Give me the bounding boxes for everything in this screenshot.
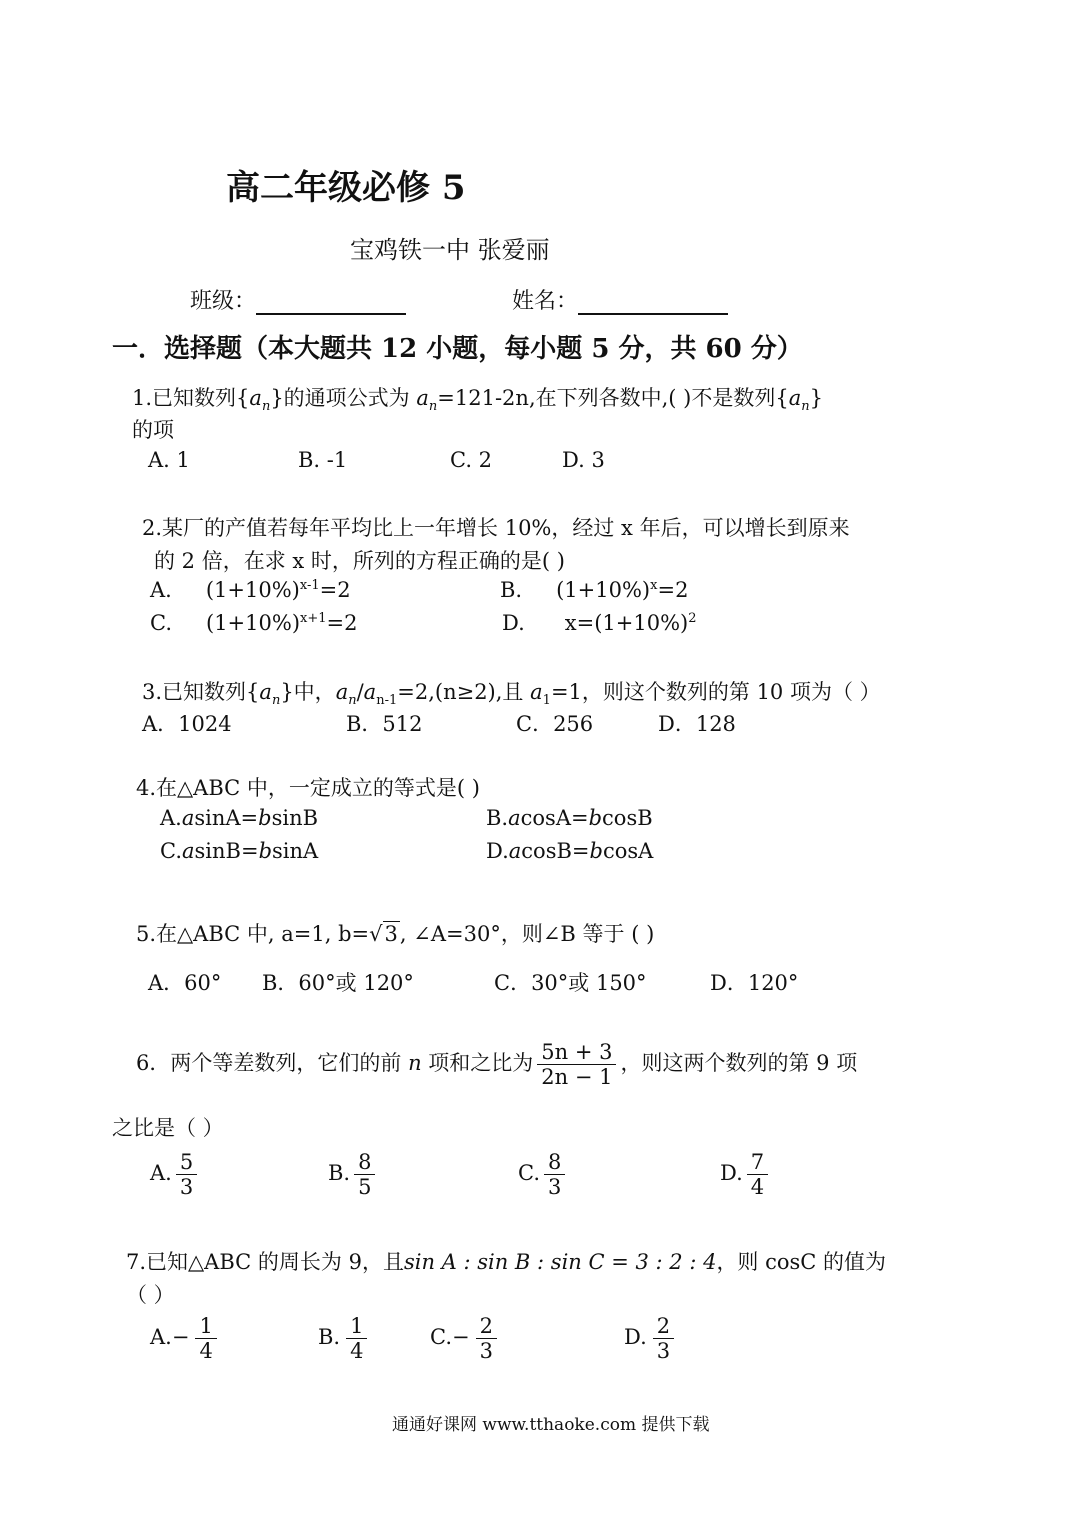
option-expr: (1+10%) — [206, 611, 301, 635]
option-tail: =2 — [657, 578, 689, 602]
sqrt-radicand: 3 — [384, 922, 398, 946]
q1-option-d[interactable]: D. 3 — [562, 448, 605, 472]
q3-part: 3.已知数列{ — [142, 680, 260, 704]
q5-part: 5.在△ABC 中, a=1, b= — [136, 922, 370, 946]
option-expr: sinB= — [194, 839, 259, 863]
name-field — [512, 284, 728, 315]
option-letter: B. — [486, 806, 509, 830]
q1-part: =121-2n,在下列各数中,( )不是数列{ — [437, 386, 789, 410]
q6-option-b[interactable] — [328, 1150, 379, 1199]
fraction-denominator: 4 — [750, 1175, 765, 1200]
option-fraction — [476, 1314, 497, 1363]
question-6-stem — [136, 1040, 857, 1089]
fraction-numerator: 5n + 3 — [537, 1040, 616, 1065]
q1-option-c[interactable]: C. 2 — [450, 448, 493, 472]
option-letter: A. — [150, 1161, 172, 1186]
q3-part: =1，则这个数列的第 10 项为（ ） — [550, 680, 881, 704]
fraction-denominator: 4 — [199, 1339, 213, 1364]
fraction-numerator: 8 — [354, 1150, 375, 1175]
page-footer: 通通好课网 www.tthaoke.com 提供下载 — [392, 1415, 710, 1435]
option-letter: A. — [150, 1325, 172, 1350]
page-title: 高二年级必修 5 — [226, 168, 466, 208]
class-blank[interactable] — [256, 291, 406, 315]
option-expr: (1+10%) — [205, 578, 300, 602]
q2-option-b[interactable] — [500, 578, 688, 602]
option-expr: sinB — [271, 806, 319, 830]
option-exponent: x-1 — [299, 578, 320, 593]
option-fraction — [346, 1314, 367, 1363]
q7-option-a[interactable] — [150, 1314, 221, 1363]
q5-option-d[interactable]: D．120° — [710, 971, 799, 995]
class-field — [190, 284, 406, 315]
q3-option-d[interactable]: D．128 — [658, 712, 736, 736]
q2-option-d[interactable] — [502, 611, 697, 635]
q1-option-b[interactable]: B. -1 — [298, 448, 348, 472]
option-expr: cosA — [602, 839, 654, 863]
fraction-numerator: 1 — [346, 1314, 367, 1339]
sqrt-expression: √3 — [369, 922, 398, 946]
option-fraction — [747, 1150, 768, 1199]
q5-option-b[interactable]: B．60°或 120° — [262, 971, 414, 995]
fraction-numerator: 2 — [476, 1314, 497, 1339]
q3-part: }中， — [280, 680, 336, 704]
fraction-denominator: 3 — [179, 1175, 194, 1200]
q1-part: 1.已知数列{ — [132, 386, 250, 410]
option-fraction — [653, 1314, 674, 1363]
question-5-stem — [136, 918, 654, 948]
fraction-numerator: 2 — [653, 1314, 674, 1339]
option-letter: D. — [486, 839, 509, 863]
option-fraction — [176, 1150, 197, 1199]
q6-stem-fraction — [537, 1040, 616, 1089]
q3-option-a[interactable]: A．1024 — [142, 712, 232, 736]
q5-part: , ∠A=30°，则∠B 等于 ( ) — [399, 922, 655, 946]
var-a: a — [181, 806, 195, 830]
q6-option-c[interactable] — [518, 1150, 569, 1199]
option-sign: − — [452, 1325, 470, 1350]
var-n: n — [408, 1051, 422, 1076]
fraction-numerator: 7 — [747, 1150, 768, 1175]
var-a: a — [508, 806, 521, 830]
option-exponent: x — [650, 578, 658, 593]
option-letter: B. — [328, 1161, 351, 1186]
option-fraction — [195, 1314, 216, 1363]
fraction-numerator: 5 — [176, 1150, 197, 1175]
section-heading: 一．选择题（本大题共 12 小题，每小题 5 分，共 60 分） — [112, 334, 803, 364]
q1-option-a[interactable]: A. 1 — [148, 448, 190, 472]
option-letter: A. — [150, 578, 172, 602]
q7-part: 7.已知△ABC 的周长为 9，且 — [126, 1250, 404, 1274]
fraction-denominator: 5 — [358, 1175, 372, 1200]
class-label: 班级： — [190, 289, 257, 314]
q3-part: =2,(n≥2),且 — [397, 680, 524, 704]
q7-option-c[interactable] — [430, 1314, 501, 1363]
option-letter: C. — [160, 839, 182, 863]
var-b: b — [589, 839, 603, 863]
option-exponent: 2 — [688, 611, 697, 626]
q7-part: ，则 cosC 的值为 — [716, 1250, 887, 1274]
option-tail: =2 — [326, 611, 358, 635]
var-b: b — [588, 806, 603, 830]
q4-option-a[interactable] — [160, 806, 318, 830]
option-letter: D. — [502, 611, 525, 635]
q6-part: 6．两个等差数列，它们的前 — [136, 1051, 402, 1076]
option-sign: − — [171, 1325, 190, 1350]
fraction-denominator: 4 — [350, 1339, 364, 1364]
fraction-numerator: 1 — [195, 1314, 216, 1339]
q1-part: }的通项公式为 — [270, 386, 410, 410]
option-letter: D. — [720, 1161, 743, 1186]
option-expr: cosB — [602, 806, 653, 830]
q5-option-c[interactable]: C．30°或 150° — [494, 971, 647, 995]
q4-option-c[interactable] — [160, 839, 318, 863]
option-expr: x=(1+10%) — [564, 611, 689, 635]
question-1-stem-line2: 的项 — [132, 418, 174, 442]
name-label: 姓名： — [512, 289, 579, 314]
option-expr: (1+10%) — [556, 578, 651, 602]
option-letter: C. — [518, 1161, 540, 1186]
option-expr: cosB= — [521, 839, 590, 863]
q3-option-b[interactable]: B．512 — [346, 712, 423, 736]
question-4-stem: 4.在△ABC 中，一定成立的等式是( ) — [136, 776, 480, 800]
q7-option-d[interactable] — [624, 1314, 678, 1363]
fraction-denominator: 3 — [656, 1339, 671, 1364]
var-b: b — [258, 806, 272, 830]
author-line: 宝鸡铁一中 张爱丽 — [350, 236, 550, 264]
question-2-stem: 2.某厂的产值若每年平均比上一年增长 10%，经过 x 年后，可以增长到原来 — [142, 516, 850, 540]
var-b: b — [258, 839, 273, 863]
name-blank[interactable] — [578, 291, 728, 315]
question-6-stem-line2: 之比是（ ） — [112, 1116, 224, 1140]
option-letter: B. — [318, 1325, 341, 1350]
option-expr: sinA — [272, 839, 319, 863]
fraction-denominator: 3 — [548, 1175, 562, 1200]
option-letter: C. — [150, 611, 172, 635]
question-2-stem-line2: 的 2 倍，在求 x 时，所列的方程正确的是( ) — [154, 549, 565, 573]
question-7-stem-line2: （ ） — [126, 1283, 175, 1307]
option-fraction — [354, 1150, 375, 1199]
option-exponent: x+1 — [300, 611, 327, 626]
question-1-stem: 1.已知数列$\{a_n\}$的通项公式为 $a_n=121-2n$,在下列各数中,( )不是数列$\{a_n\}$ — [132, 386, 823, 415]
fraction-denominator: 2n − 1 — [541, 1065, 613, 1090]
q2-option-a[interactable] — [150, 578, 351, 602]
fraction-numerator: 8 — [544, 1150, 565, 1175]
q6-option-a[interactable] — [150, 1150, 201, 1199]
var-a: a — [508, 839, 522, 863]
q2-option-c[interactable] — [150, 611, 358, 635]
fraction-denominator: 3 — [479, 1339, 493, 1364]
q7-ratio-expression: sin A : sin B : sin C = 3 : 2 : 4 — [403, 1250, 717, 1274]
q7-option-b[interactable] — [318, 1314, 371, 1363]
q1-part: } — [809, 386, 823, 410]
q4-option-b[interactable] — [486, 806, 653, 830]
question-7-stem — [126, 1246, 886, 1276]
question-3-stem: 3.已知数列$\{a_n\}$中，$a_n/a_{n-1}=2,(n\ge 2)$,且 $a_1=1$，则这个数列的第 10 项为（ ） — [142, 680, 881, 709]
q6-option-d[interactable] — [720, 1150, 772, 1199]
var-a: a — [182, 839, 195, 863]
option-letter: D. — [624, 1325, 647, 1350]
option-letter: A. — [160, 806, 182, 830]
option-letter: C. — [430, 1325, 452, 1350]
q6-part: ，则这两个数列的第 9 项 — [620, 1051, 858, 1076]
q4-option-d[interactable] — [486, 839, 653, 863]
option-expr: sinA= — [194, 806, 259, 830]
q3-option-c[interactable]: C．256 — [516, 712, 594, 736]
option-fraction — [544, 1150, 565, 1199]
q5-option-a[interactable]: A．60° — [148, 971, 222, 995]
option-tail: =2 — [319, 578, 351, 602]
option-expr: cosA= — [520, 806, 589, 830]
q6-part: 项和之比为 — [428, 1051, 534, 1076]
option-letter: B. — [500, 578, 523, 602]
